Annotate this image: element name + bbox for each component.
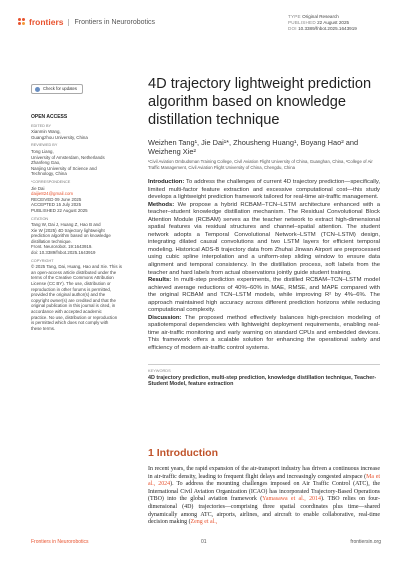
page-number: 01 [201,539,207,545]
frontiers-logo-icon [18,18,27,27]
frontiers-logo[interactable] [18,17,155,27]
sidebar-section-label: COPYRIGHT [31,258,54,263]
article-title: 4D trajectory lightweight prediction algorithm based on knowledge distillation technique [148,76,372,128]
sidebar-text-line: License (CC BY). The use, distribution or [31,281,111,287]
sidebar-text-line: PUBLISHED 22 August 2025 [31,207,88,213]
citation-link[interactable]: Zeng et al., [190,519,218,526]
body-text-run: ). TBO relies on four-dimensional (4D) trajectories—comprising three spatial coordinates plus time—shared dynamically among ATC, airports, airlines, and aircraft to enable collaborative, real-time decision making ( [148,496,380,526]
body-text [148,466,380,527]
abstract-text: To address the challenges of current 4D trajectory prediction—specifically, limited multi-factor feature extraction and excessive computational cost—this study develops a lightweight prediction framework tailored for real-time air-traffic management. [148,178,380,201]
abstract-heading: Results: [148,277,172,284]
abstract-heading: Introduction: [148,178,185,185]
sidebar-section-label: EDITED BY [31,123,52,128]
logo-text: frontiers [29,17,64,27]
sidebar-blocks [31,124,123,332]
keywords-label: KEYWORDS [148,364,380,373]
abstract-text: We propose a hybrid RCBAM–TCN–LSTM architecture enhanced with a teacher–student knowledge distillation mechanism. The Residual Convolutional Block Attention Module (RCBAM) serves as the teacher network to extract high-dimensional spatial features via residual structures and channel–spatial attention. The student network adopts a Temporal Convolutional Network–LSTM (TCN–LSTM) design, integrating dilated causal convolutions and two LSTM layers for efficient temporal modeling. Historical ADS-B trajectory data from Zhuhai Jinwan Airport are preprocessed using cubic spline interpolation and a uniform-step sliding window to ensure data alignment and temporal consistency. In the distillation process, soft labels from the teacher and hard labels from actual observations jointly guide student training. [148,201,380,276]
sidebar-text-line: copyright owner(s) are credited and that the [31,297,116,303]
meta-key: PUBLISHED [288,20,316,25]
sidebar-text-line: Technology, China [31,171,67,177]
sidebar-text-line: Guangzhou University, China [31,134,88,140]
sidebar-text-line: Zhanfeng Gao, [31,160,61,166]
footer-journal-text: Frontiers in Neurorobotics [31,539,89,545]
author-list: Weizhen Tang¹, Jie Dai¹*, Zhousheng Huang¹, Boyang Hao² and Weizheng Xie² [148,138,359,157]
sidebar-text-line: practice. No use, distribution or reproduction [31,314,118,320]
sidebar-text-line: © 2025 Tang, Dai, Huang, Hao and Xie. This is [31,264,122,270]
citation-link[interactable]: Yamasawa et al., 2014 [262,496,321,503]
sidebar-text-line: accordance with accepted academic [31,309,102,314]
abstract-heading: Discussion: [148,314,182,321]
keywords: 4D trajectory prediction, multi-step prediction, knowledge distillation technique, Teacher-Student Model, feature extraction [148,374,377,388]
sidebar-text-line: original publication in this journal is cited, in [31,303,116,309]
sidebar-text-line: an open-access article distributed under the [31,269,117,275]
meta-value[interactable]: 10.3389/fnbot.2025.1643919 [298,26,357,31]
sidebar-text-line: is permitted which does not comply with [31,320,109,326]
journal-name: Frontiers in Neurorobotics [68,19,155,26]
footer-journal[interactable] [31,539,89,545]
meta-row [288,26,357,32]
meta-key: DOI [288,26,297,31]
footer-site-link[interactable]: frontiersin.org [350,539,381,545]
sidebar-text-line: doi: 10.3389/fnbot.2025.1643919 [31,250,96,256]
abstract-paragraph [148,277,380,315]
correspondence-email-link[interactable]: daijie824@gmail.com [31,191,74,197]
sidebar-text-line: Tong Liang, [31,148,54,154]
sidebar-text-line: University of Amsterdam, Netherlands [31,154,105,160]
sidebar-text-line: Xie W (2025) 4D trajectory lightweight [31,227,105,233]
article-main [148,76,380,388]
sidebar-text-line: Jie Dai [31,185,45,191]
abstract-text: In multi-step prediction experiments, the distilled RCBAM–TCN–LSTM model achieved average reductions of 40%–60% in MAE, RMSE, and MAPE compared with the original RCBAM and TCN–LSTM models, while improving R² by 4%–6%. The approach maintained high accuracy across different prediction horizons while reducing computational complexity. [148,277,380,314]
sidebar-text-line: ACCEPTED 15 July 2025 [31,202,82,208]
sidebar-text-line: terms of the Creative Commons Attribution [31,275,114,281]
affiliations: ¹Civil Aviation Ombudsman Training College, Civil Aviation Flight University of China, Guanghan, China, ²College of Air Traffic Management, Civil Aviation Flight University of China, Chengdu, China [148,159,373,170]
abstract-paragraph [148,179,380,202]
update-check-icon [35,87,40,92]
abstract-heading: Methods: [148,201,175,208]
sidebar-text-line: Front. Neurorobot. 19:1643919. [31,244,93,250]
page-header [18,14,382,36]
sidebar-text-line: these terms. [31,325,56,331]
meta-value: 22 August 2025 [317,20,350,25]
meta-key: TYPE [288,14,301,19]
abstract-text: The proposed method effectively balances high-precision modeling of spatiotemporal dependencies with lightweight deployment requirements, enabling real-time air-traffic monitoring and early warning on standard CPUs and embedded devices. This framework offers a scalable solution for enhancing the operational safety and efficiency of modern air-traffic control systems. [148,314,380,352]
check-for-updates-button[interactable] [31,84,83,94]
citation-link[interactable]: Ma et al., 2024 [148,473,380,488]
article-meta [288,14,357,32]
sidebar-section-label: *CORRESPONDENCE [31,179,71,184]
sidebar-text-line: distillation technique. [31,238,72,244]
sidebar-text-line: provided the original author(s) and the [31,292,106,298]
abstract [148,179,380,353]
article-sidebar [31,84,123,331]
section-heading: 1 Introduction [148,447,218,459]
sidebar-text-line: RECEIVED 09 June 2025 [31,196,82,202]
body-text-run: In recent years, the rapid expansion of the air-transport industry has driven a continuous increase in air-traffic density, leading to frequent flight delays and increasingly congested airspace ( [148,466,380,480]
sidebar-text-line: Xianmin Wang, [31,129,61,135]
body-text-run: ). To address the mounting challenges imposed on Air Traffic Control (ATC), the International Civil Aviation Organization (ICAO) has incorporated Trajectory-Based Operations (TBO) into the global aviation framework ( [148,481,380,503]
abstract-paragraph [148,202,380,277]
sidebar-section-label: CITATION [31,216,49,221]
open-access-label: OPEN ACCESS [31,114,68,120]
sidebar-section-label: REVIEWED BY [31,143,58,148]
sidebar-text-line: Tang W, Dai J, Huang Z, Hao B and [31,222,101,228]
sidebar-text-line: prediction algorithm based on knowledge [31,233,111,239]
check-button-label: Check for updates [43,86,77,92]
abstract-paragraph [148,315,380,353]
sidebar-text-line: reproduction in other forums is permitted, [31,286,112,292]
meta-value: Original Research [302,14,339,19]
sidebar-text-line: Nanjing University of Science and [31,165,97,171]
